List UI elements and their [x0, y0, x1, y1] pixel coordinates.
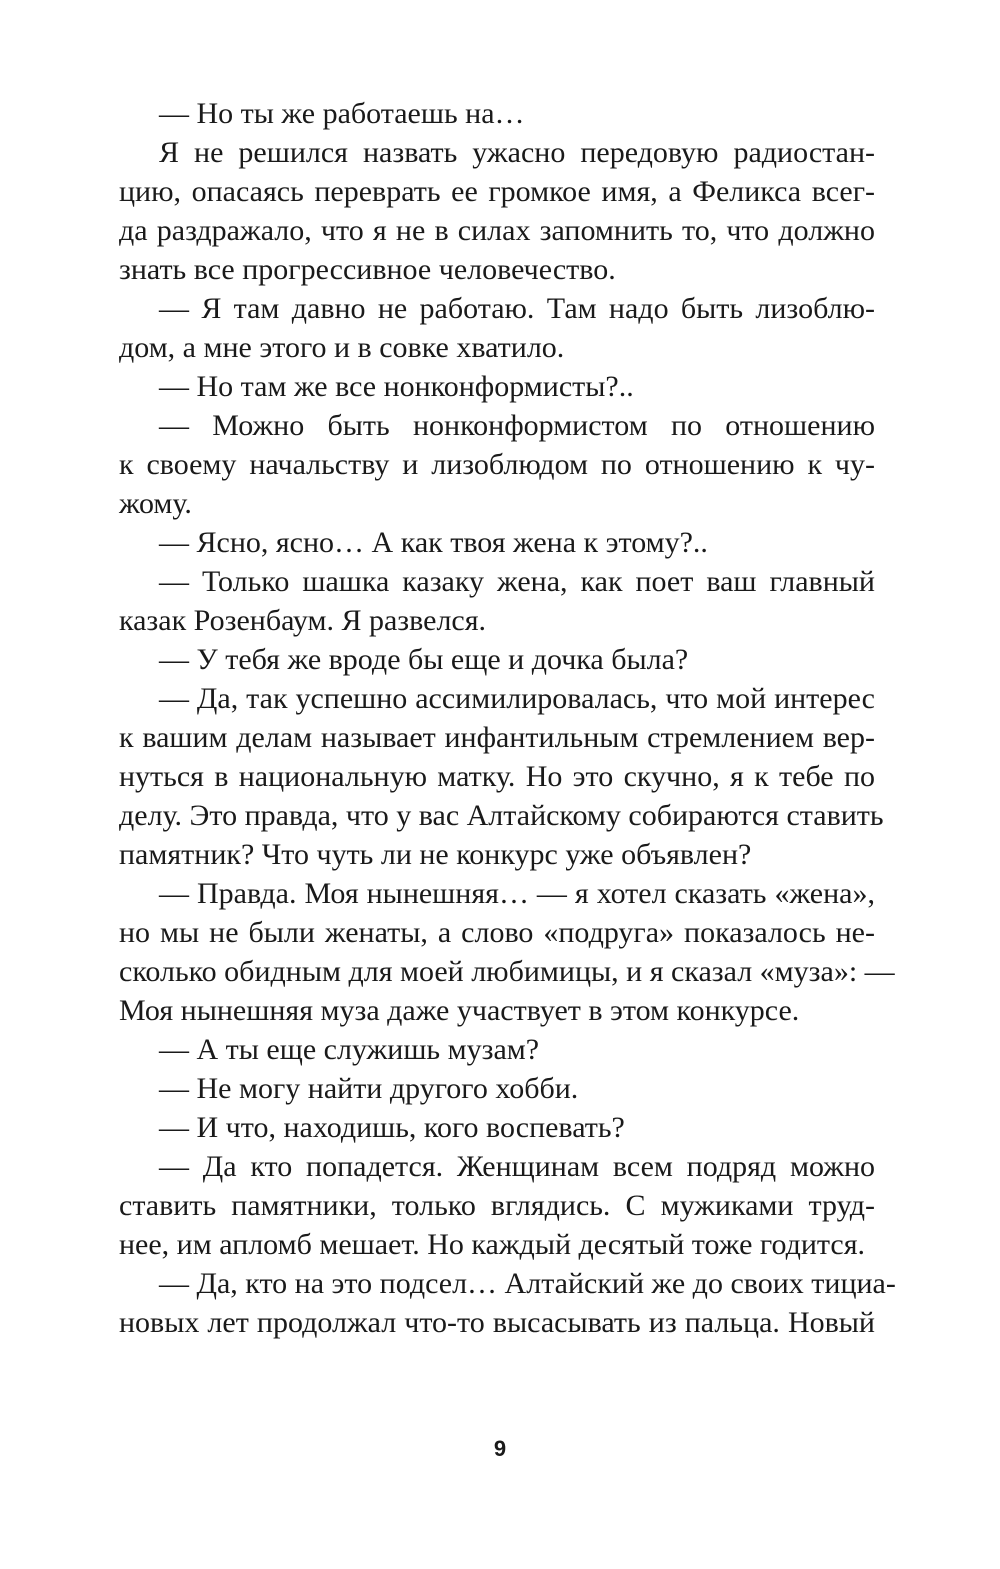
text-line: ставить памятники, только вглядись. С мужиками труд-: [119, 1189, 875, 1222]
text-line: — Да, кто на это подсел… Алтайский же до своих тициа-: [159, 1267, 896, 1300]
text-line: — Можно быть нонконформистом по отношению: [159, 409, 875, 442]
text-line: — А ты еще служишь музам?: [159, 1033, 540, 1066]
text-line: казак Розенбаум. Я развелся.: [119, 604, 487, 637]
text-line: сколько обидным для моей любимицы, и я сказал «муза»: —: [119, 955, 895, 988]
text-line: дом, а мне этого и в совке хватило.: [119, 331, 565, 364]
text-line: — Да кто попадется. Женщинам всем подряд можно: [159, 1150, 875, 1183]
body-text: [119, 94, 896, 1342]
text-line: — Не могу найти другого хобби.: [159, 1072, 579, 1105]
text-line: к своему начальству и лизоблюдом по отношению к чу-: [119, 448, 875, 481]
text-line: — Но там же все нонконформисты?..: [159, 370, 634, 403]
text-line: — Ясно, ясно… А как твоя жена к этому?..: [159, 526, 708, 559]
text-line: — Только шашка казаку жена, как поет ваш главный: [159, 565, 875, 598]
text-line: — Но ты же работаешь на…: [159, 97, 525, 130]
text-line: — Да, так успешно ассимилировалась, что мой интерес: [159, 682, 875, 715]
text-line: знать все прогрессивное человечество.: [119, 253, 616, 286]
text-line: делу. Это правда, что у вас Алтайскому собираются ставить: [119, 799, 884, 832]
text-line: жому.: [119, 487, 192, 520]
text-line: новых лет продолжал что-то высасывать из пальца. Новый: [119, 1306, 875, 1339]
text-line: — Я там давно не работаю. Там надо быть лизоблю-: [159, 292, 875, 325]
text-line: цию, опасаясь переврать ее громкое имя, а Феликса всег-: [119, 175, 875, 208]
text-line: — У тебя же вроде бы еще и дочка была?: [159, 643, 689, 676]
page-number: 9: [493, 1436, 507, 1461]
text-line: нее, им апломб мешает. Но каждый десятый тоже годится.: [119, 1228, 866, 1261]
text-line: нуться в национальную матку. Но это скучно, я к тебе по: [119, 760, 875, 793]
text-line: — Правда. Моя нынешняя… — я хотел сказать «жена»,: [159, 877, 875, 910]
text-line: да раздражало, что я не в силах запомнить то, что должно: [119, 214, 875, 247]
text-line: Моя нынешняя муза даже участвует в этом конкурсе.: [119, 994, 800, 1027]
text-line: — И что, находишь, кого воспевать?: [159, 1111, 625, 1144]
text-line: Я не решился назвать ужасно передовую радиостан-: [159, 136, 875, 169]
text-line: к вашим делам называет инфантильным стремлением вер-: [119, 721, 875, 754]
text-line: памятник? Что чуть ли не конкурс уже объявлен?: [119, 838, 752, 871]
text-line: но мы не были женаты, а слово «подруга» показалось не-: [119, 916, 875, 949]
